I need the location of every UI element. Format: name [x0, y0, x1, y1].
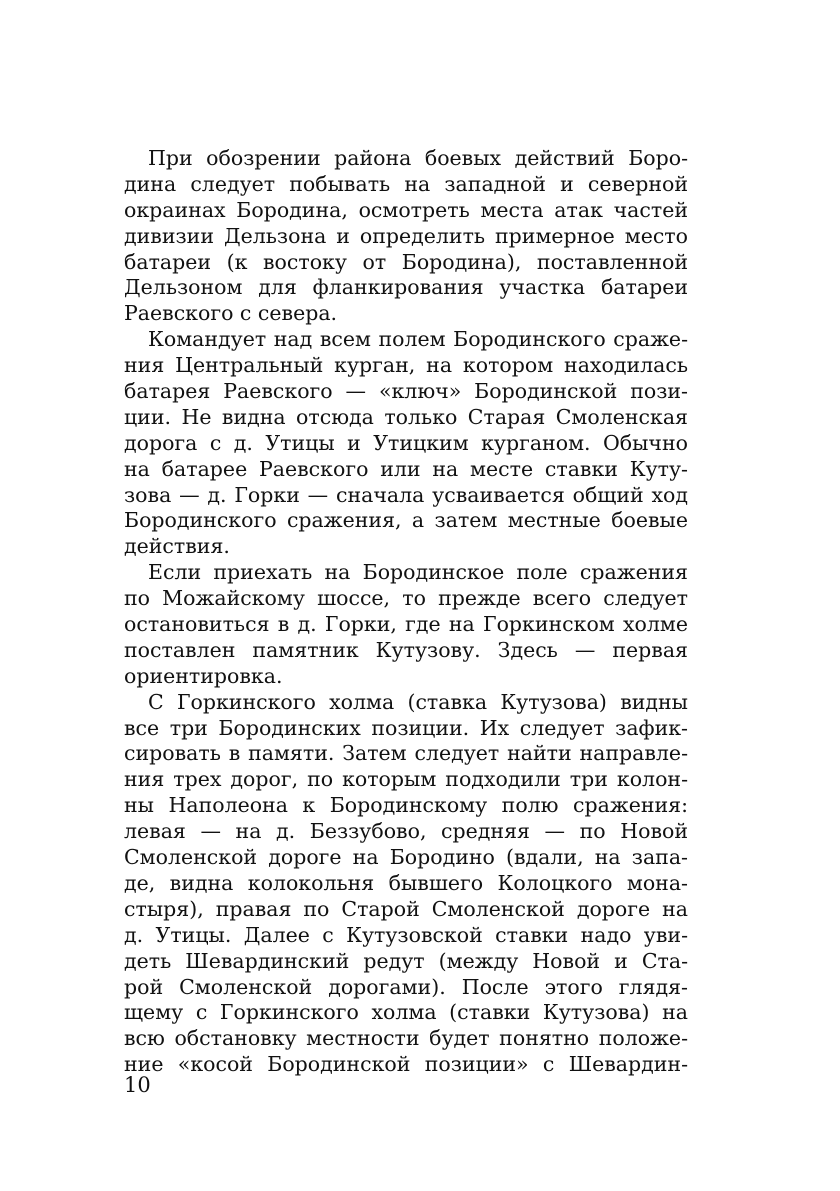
- text-line: ния Центральный курган, на котором находилась: [124, 353, 688, 378]
- text-line: Раевского с севера.: [124, 301, 338, 326]
- text-line: стыря), правая по Старой Смоленской дороге на: [124, 896, 688, 921]
- text-line: поставлен памятник Кутузову. Здесь — первая: [124, 637, 688, 662]
- text-line: остановиться в д. Горки, где на Горкинском холме: [124, 612, 688, 637]
- text-line: на батарее Раевского или на месте ставки Куту-: [124, 456, 688, 481]
- text-line: ции. Не видна отсюда только Старая Смоленская: [124, 404, 688, 429]
- text-line: де, видна колокольня бывшего Колоцкого мона-: [124, 870, 688, 895]
- text-line: Командует над всем полем Бородинского сраже-: [148, 327, 688, 352]
- text-line: все три Бородинских позиции. Их следует зафик-: [124, 715, 688, 740]
- text-line: действия.: [124, 534, 230, 559]
- text-line: дорога с д. Утицы и Утицким курганом. Обычно: [124, 430, 688, 455]
- text-line: Смоленской дороге на Бородино (вдали, на запа-: [124, 845, 688, 870]
- text-line: щему с Горкинского холма (ставки Кутузова) на: [124, 1000, 688, 1025]
- text-line: д. Утицы. Далее с Кутузовской ставки надо уви-: [124, 922, 688, 947]
- text-line: Если приехать на Бородинское поле сражения: [148, 560, 688, 585]
- text-line: Дельзоном для фланкирования участка батареи: [124, 275, 688, 300]
- text-line: по Можайскому шоссе, то прежде всего следует: [124, 586, 688, 611]
- page-number: 10: [124, 1073, 151, 1097]
- text-line: ны Наполеона к Бородинскому полю сражения:: [124, 793, 688, 818]
- body-text: [124, 146, 688, 1078]
- text-line: дивизии Дельзона и определить примерное место: [124, 223, 688, 248]
- text-line: сировать в памяти. Затем следует найти направле-: [124, 741, 688, 766]
- text-line: ориентировка.: [124, 663, 283, 688]
- text-line: деть Шевардинский редут (между Новой и Ста-: [124, 948, 688, 973]
- text-line: ния трех дорог, по которым подходили три колон-: [124, 767, 688, 792]
- text-line: ние «косой Бородинской позиции» с Шевардин-: [124, 1052, 688, 1077]
- text-line: батарея Раевского — «ключ» Бородинской пози-: [124, 379, 688, 404]
- text-line: зова — д. Горки — сначала усваивается общий ход: [124, 482, 688, 507]
- text-line: Бородинского сражения, а затем местные боевые: [124, 508, 688, 533]
- text-line: всю обстановку местности будет понятно положе-: [124, 1026, 688, 1051]
- text-line: При обозрении района боевых действий Боро-: [148, 146, 688, 170]
- text-line: батареи (к востоку от Бородина), поставленной: [124, 249, 688, 274]
- text-line: окраинах Бородина, осмотреть места атак частей: [124, 197, 688, 222]
- text-line: рой Смоленской дорогами). После этого глядя-: [124, 974, 688, 999]
- text-line: левая — на д. Беззубово, средняя — по Новой: [124, 819, 688, 844]
- text-line: дина следует побывать на западной и северной: [124, 171, 688, 196]
- text-line: С Горкинского холма (ставка Кутузова) видны: [148, 689, 688, 714]
